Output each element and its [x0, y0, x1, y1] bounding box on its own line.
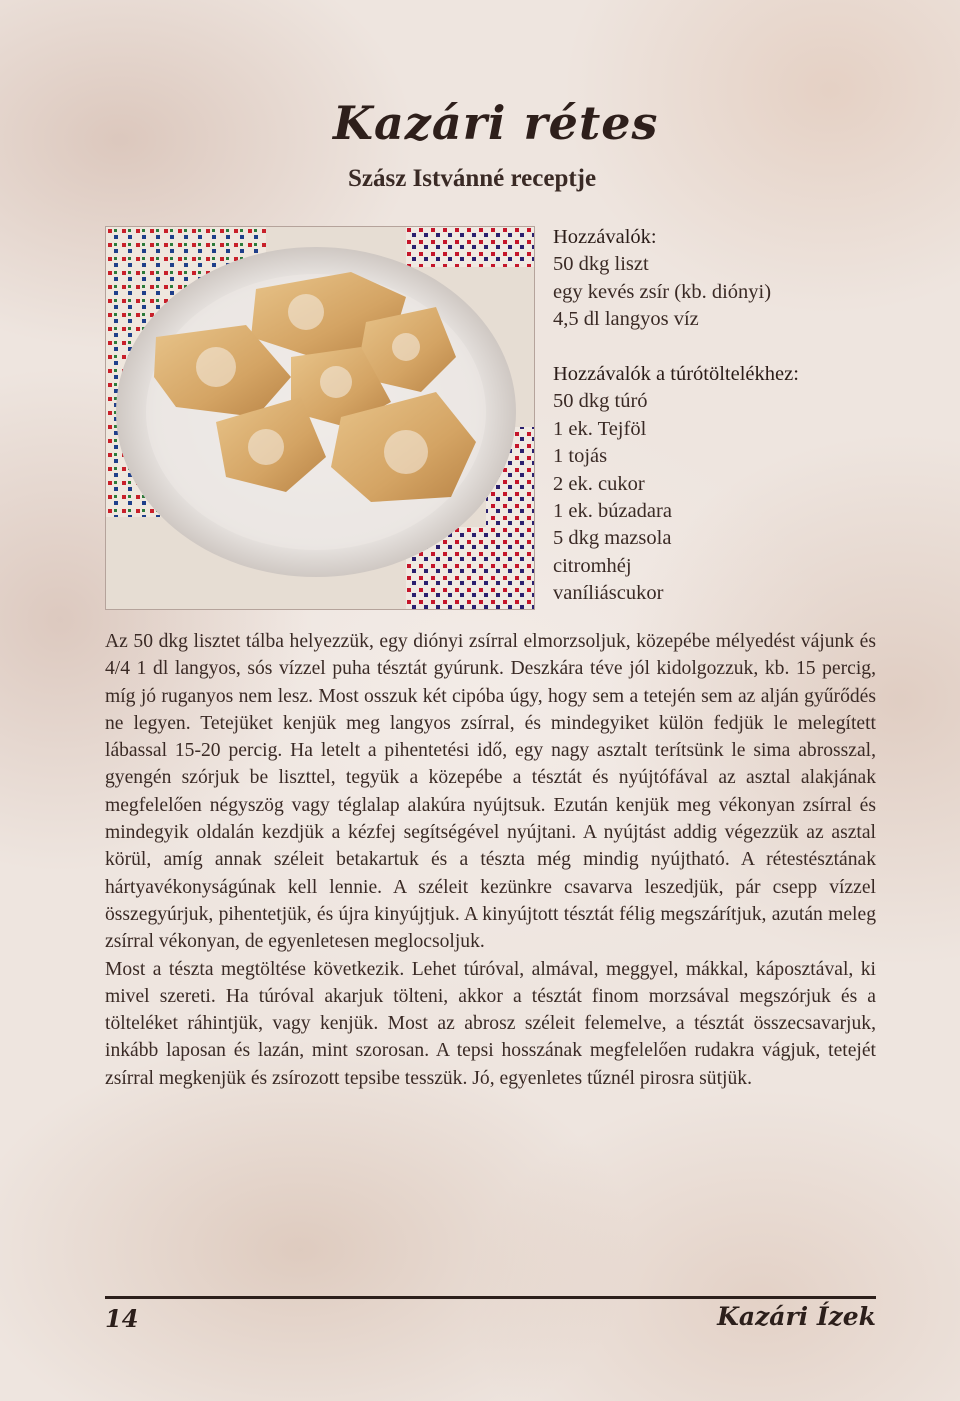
instructions-paragraph: Most a tészta megtöltése következik. Lehet túróval, almával, meggyel, mákkal, káposztával, ki mivel szereti. Ha túróval akarjuk tölteni, akkor a tésztát finom morzsával megszórjuk és a tölteléket ráhintjük, vagy kenjük. Most az abrosz széleit felemelve, a tésztát összecsavarjuk, inkább laposan és lazán, mint szorosan. A tepsi hosszának megfelelően rudakra vágjuk, tetejét zsírral megkenjük és zsírozott tepsibe tesszük. Jó, egyenletes tűznél pirosra sütjük.	[105, 958, 876, 1089]
spacer	[553, 334, 893, 361]
footer-divider	[105, 1296, 876, 1299]
filling-item: 5 dkg mazsola	[553, 527, 672, 550]
recipe-instructions	[105, 628, 876, 1092]
book-title: Kazári Ízek	[717, 1302, 876, 1331]
filling-item: 2 ek. cukor	[553, 472, 645, 495]
page-number: 14	[105, 1304, 139, 1333]
filling-item: 1 ek. búzadara	[553, 500, 672, 523]
ingredients-list	[553, 224, 893, 608]
filling-heading: Hozzávalók a túrótöltelékhez:	[553, 363, 799, 386]
recipe-title: Kazári rétes	[333, 96, 659, 150]
ingredient-item: egy kevés zsír (kb. diónyi)	[553, 280, 772, 303]
filling-item: 50 dkg túró	[553, 390, 648, 413]
instructions-paragraph: Az 50 dkg lisztet tálba helyezzük, egy diónyi zsírral elmorzsoljuk, közepébe mélyedést vájunk és 4/4 1 dl langyos, sós vízzel puha tésztát gyúrunk. Deszkára téve jól kidolgozzuk, kb. 15 percig, míg jó ruganyos nem lesz. Most osszuk két cipóba úgy, hogy sem a tetején sem az alján gyűrődés ne legyen. Tetejüket kenjük meg langyos zsírral, és mindegyiket külön fedjük le melegített lábassal 15-20 percig. Ha letelt a pihentetési idő, egy nagy asztalt terítsünk le sima abrosszal, gyengén szórjuk be liszttel, tegyük a közepébe a tésztát és nyújtófával az asztal alakjának megfelelően négyszög vagy téglalap alakúra nyújtsuk. Ezután kenjük meg vékonyan zsírral és mindegyik oldalán kezdjük a kézfej segítségével nyújtani. A nyújtást addig végezzük az asztal körül, amíg annak széleit betakartuk és a tészta még mindig nyújtható. A rétestésztának hártyavékonyságúnak kell lennie. A széleit kezünkre csavarva leszedjük, pár csepp vízzel összegyúrjuk, pihentetjük, és újra kinyújtjuk. A kinyújtott tésztát félig megszárítjuk, azután meleg zsírral vékonyan, de egyenletesen meglocsoljuk.	[105, 631, 876, 953]
filling-item: 1 tojás	[553, 445, 608, 468]
recipe-author: Szász Istvánné receptje	[348, 165, 597, 192]
filling-item: 1 ek. Tejföl	[553, 417, 647, 440]
ingredients-heading: Hozzávalók:	[553, 226, 657, 248]
ingredient-item: 4,5 dl langyos víz	[553, 308, 699, 331]
filling-item: citromhéj	[553, 554, 632, 577]
strudel-photo	[105, 226, 535, 610]
ingredient-item: 50 dkg liszt	[553, 253, 649, 276]
filling-item: vaníliáscukor	[553, 582, 664, 605]
